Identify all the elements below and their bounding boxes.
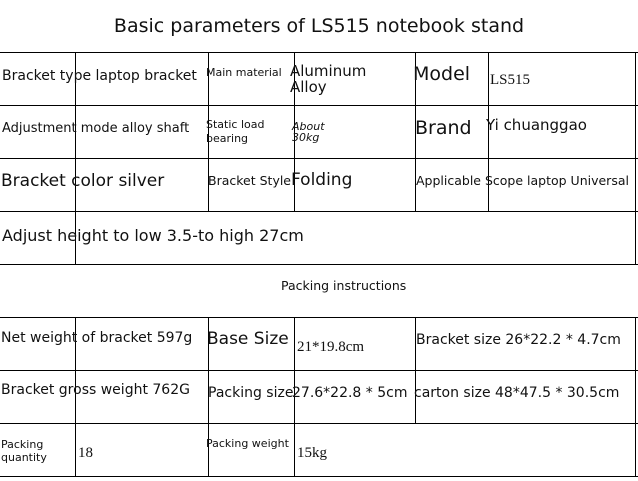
net-weight: Net weight of bracket 597g (1, 330, 193, 346)
brand-label: Brand (415, 117, 472, 139)
packing-size-label: Packing size (208, 385, 294, 401)
table-title: Basic parameters of LS515 notebook stand (113, 15, 525, 37)
bracket-type: Bracket type laptop bracket (2, 68, 197, 84)
column-divider (635, 211, 636, 264)
bracket-style-label: Bracket Style (208, 173, 292, 188)
applicable-scope: Applicable Scope laptop Universal (416, 173, 629, 188)
row-divider (0, 476, 638, 477)
packing-weight-value: 15kg (297, 445, 327, 461)
static-load-value: About (292, 120, 325, 133)
bracket-size: Bracket size 26*22.2 * 4.7cm (416, 332, 621, 348)
column-divider (635, 317, 636, 476)
static-load-label: bearing (206, 132, 249, 145)
adjust-height: Adjust height to low 3.5-to high 27cm (2, 226, 304, 245)
row-divider (0, 211, 638, 212)
row-divider (0, 370, 638, 371)
row-divider (0, 52, 638, 53)
base-size-value: 21*19.8cm (297, 339, 365, 355)
packing-quantity-value: 18 (78, 445, 93, 461)
row-divider (0, 264, 638, 265)
packing-size-value: 27.6*22.8 * 5cm (292, 385, 408, 401)
column-divider (635, 52, 636, 211)
packing-quantity-label: quantity (1, 451, 47, 464)
main-material-label: Main material (206, 66, 282, 79)
row-divider (0, 423, 638, 424)
model-value: LS515 (490, 72, 531, 88)
packing-weight-label: Packing weight (206, 437, 289, 450)
main-material-value: Alloy (290, 78, 327, 96)
static-load-value: 30kg (292, 131, 320, 144)
bracket-style-value: Folding (291, 170, 353, 190)
gross-weight: Bracket gross weight 762G (1, 382, 190, 398)
static-load-label: Static load (206, 118, 265, 131)
model-label: Model (413, 63, 471, 85)
brand-value: Yi chuanggao (486, 116, 587, 134)
base-size-label: Base Size (207, 329, 289, 349)
bracket-color: Bracket color silver (1, 171, 165, 191)
adjustment-mode: Adjustment mode alloy shaft (2, 121, 190, 136)
packing-quantity-label: Packing (1, 438, 44, 451)
packing-instructions-heading: Packing instructions (281, 278, 407, 293)
main-material-value: Aluminum (290, 62, 367, 80)
carton-size: carton size 48*47.5 * 30.5cm (414, 385, 620, 401)
row-divider (0, 105, 638, 106)
row-divider (0, 158, 638, 159)
row-divider (0, 317, 638, 318)
